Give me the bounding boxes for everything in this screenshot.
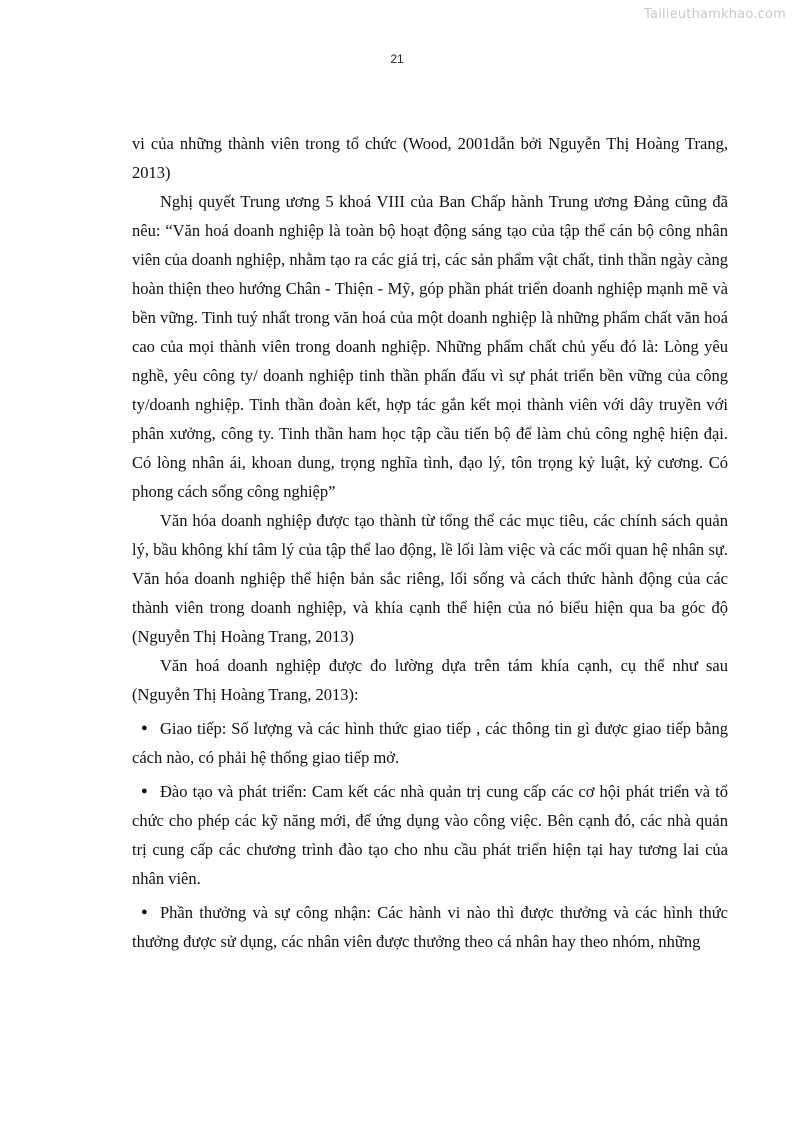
bullet-icon: ● xyxy=(141,906,148,918)
paragraph-culture-definition: Văn hóa doanh nghiệp được tạo thành từ tổng thể các mục tiêu, các chính sách quản lý, bầu không khí tâm lý của tập thể lao động, lề lối làm việc và các mối quan hệ nhân sự. Văn hóa doanh nghiệp thể hiện bản sắc riêng, lối sống và cách thức hành động của các thành viên trong doanh nghiệp, và khía cạnh thể hiện của nó biểu hiện qua ba góc độ (Nguyễn Thị Hoàng Trang, 2013) xyxy=(132,511,728,646)
watermark: Tailieuthamkhao.com xyxy=(644,7,786,22)
list-item-text: Phần thưởng và sự công nhận: Các hành vi nào thì được thưởng và các hình thức thưởng được sử dụng, các nhân viên được thưởng theo cá nhân hay theo nhóm, những xyxy=(132,903,728,951)
document-body xyxy=(132,129,728,956)
bullet-icon: ● xyxy=(141,722,148,734)
list-item-rewards xyxy=(132,898,728,956)
list-item-text: Đào tạo và phát triển: Cam kết các nhà quản trị cung cấp các cơ hội phát triển và tổ chức cho phép các kỹ năng mới, để ứng dụng vào công việc. Bên cạnh đó, các nhà quản trị cung cấp các chương trình đào tạo cho nhu cầu phát triển hiện tại hay tương lai của nhân viên. xyxy=(132,782,728,888)
list-item-text: Giao tiếp: Số lượng và các hình thức giao tiếp , các thông tin gì được giao tiếp bằng cách nào, có phải hệ thống giao tiếp mở. xyxy=(132,719,728,767)
list-item-communication xyxy=(132,714,728,772)
paragraph-continuation: vi của những thành viên trong tổ chức (Wood, 2001dẫn bởi Nguyễn Thị Hoàng Trang, 2013) xyxy=(132,134,728,182)
paragraph-resolution-quote: Nghị quyết Trung ương 5 khoá VIII của Ban Chấp hành Trung ương Đảng cũng đã nêu: “Văn hoá doanh nghiệp là toàn bộ hoạt động sáng tạo của tập thể cán bộ công nhân viên của doanh nghiệp, nhằm tạo ra các giá trị, các sản phẩm vật chất, tinh thần ngày càng hoàn thiện theo hướng Chân - Thiện - Mỹ, góp phần phát triển doanh nghiệp mạnh mẽ và bền vững. Tinh tuý nhất trong văn hoá của một doanh nghiệp là những phẩm chất văn hoá cao của mọi thành viên trong doanh nghiệp. Những phẩm chất chủ yếu đó là: Lòng yêu nghề, yêu công ty/ doanh nghiệp tinh thần phấn đấu vì sự phát triển bền vững của công ty/doanh nghiệp. Tinh thần đoàn kết, hợp tác gắn kết mọi thành viên với dây truyền với phân xưởng, công ty. Tinh thần ham học tập cầu tiến bộ để làm chủ công nghệ hiện đại. Có lòng nhân ái, khoan dung, trọng nghĩa tình, đạo lý, tôn trọng kỷ luật, kỷ cương. Có phong cách sống công nghiệp” xyxy=(132,192,728,501)
list-item-training xyxy=(132,777,728,893)
paragraph-measurement-intro: Văn hoá doanh nghiệp được đo lường dựa trên tám khía cạnh, cụ thể như sau (Nguyễn Thị Hoàng Trang, 2013): xyxy=(132,656,728,704)
page-number: 21 xyxy=(390,52,404,66)
bullet-icon: ● xyxy=(141,785,148,797)
